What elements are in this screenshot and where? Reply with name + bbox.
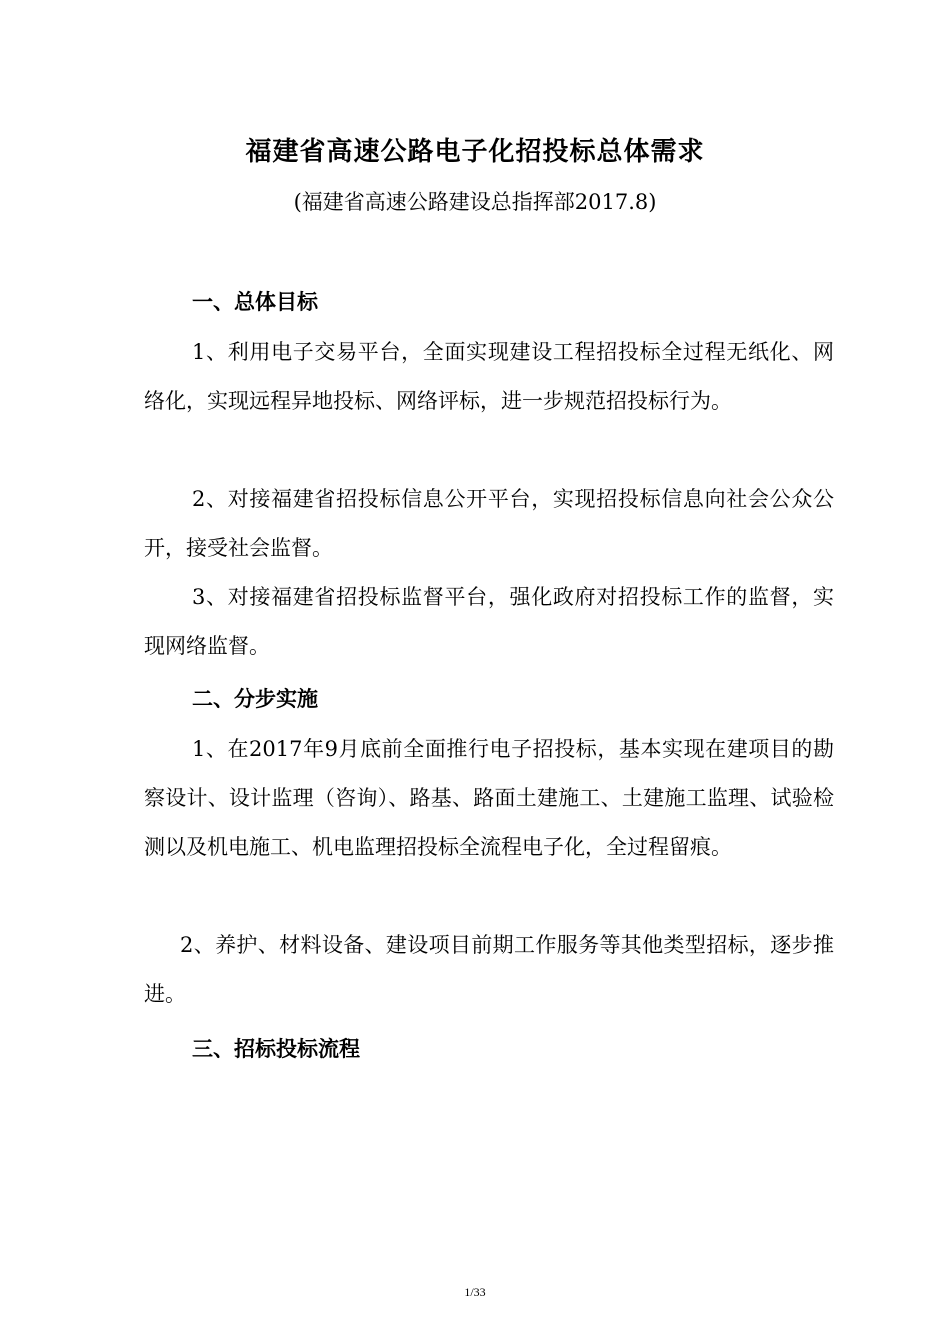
section-2-paragraph-2: 2、养护、材料设备、建设项目前期工作服务等其他类型招标，逐步推进。 <box>144 933 834 1006</box>
document-subtitle: (福建省高速公路建设总指挥部2017.8) <box>293 190 657 214</box>
section-heading-1: 一、总体目标 <box>192 289 318 314</box>
document-title: 福建省高速公路电子化招投标总体需求 <box>245 137 705 167</box>
section-heading-3: 三、招标投标流程 <box>192 1036 360 1061</box>
section-2-paragraph-1: 1、在2017年9月底前全面推行电子招投标，基本实现在建项目的勘察设计、设计监理（咨询）、路基、路面土建施工、土建施工监理、试验检测以及机电施工、机电监理招投标全流程电子化，全过程留痕。 <box>144 737 834 859</box>
section-heading-2: 二、分步实施 <box>192 686 318 711</box>
section-1-paragraph-3: 3、对接福建省招投标监督平台，强化政府对招投标工作的监督，实现网络监督。 <box>144 585 834 658</box>
section-1-paragraph-1: 1、利用电子交易平台，全面实现建设工程招投标全过程无纸化、网络化，实现远程异地投标、网络评标，进一步规范招投标行为。 <box>144 340 834 413</box>
section-1-paragraph-2: 2、对接福建省招投标信息公开平台，实现招投标信息向社会公众公开，接受社会监督。 <box>144 487 834 560</box>
page-number: 1/33 <box>464 1285 486 1299</box>
